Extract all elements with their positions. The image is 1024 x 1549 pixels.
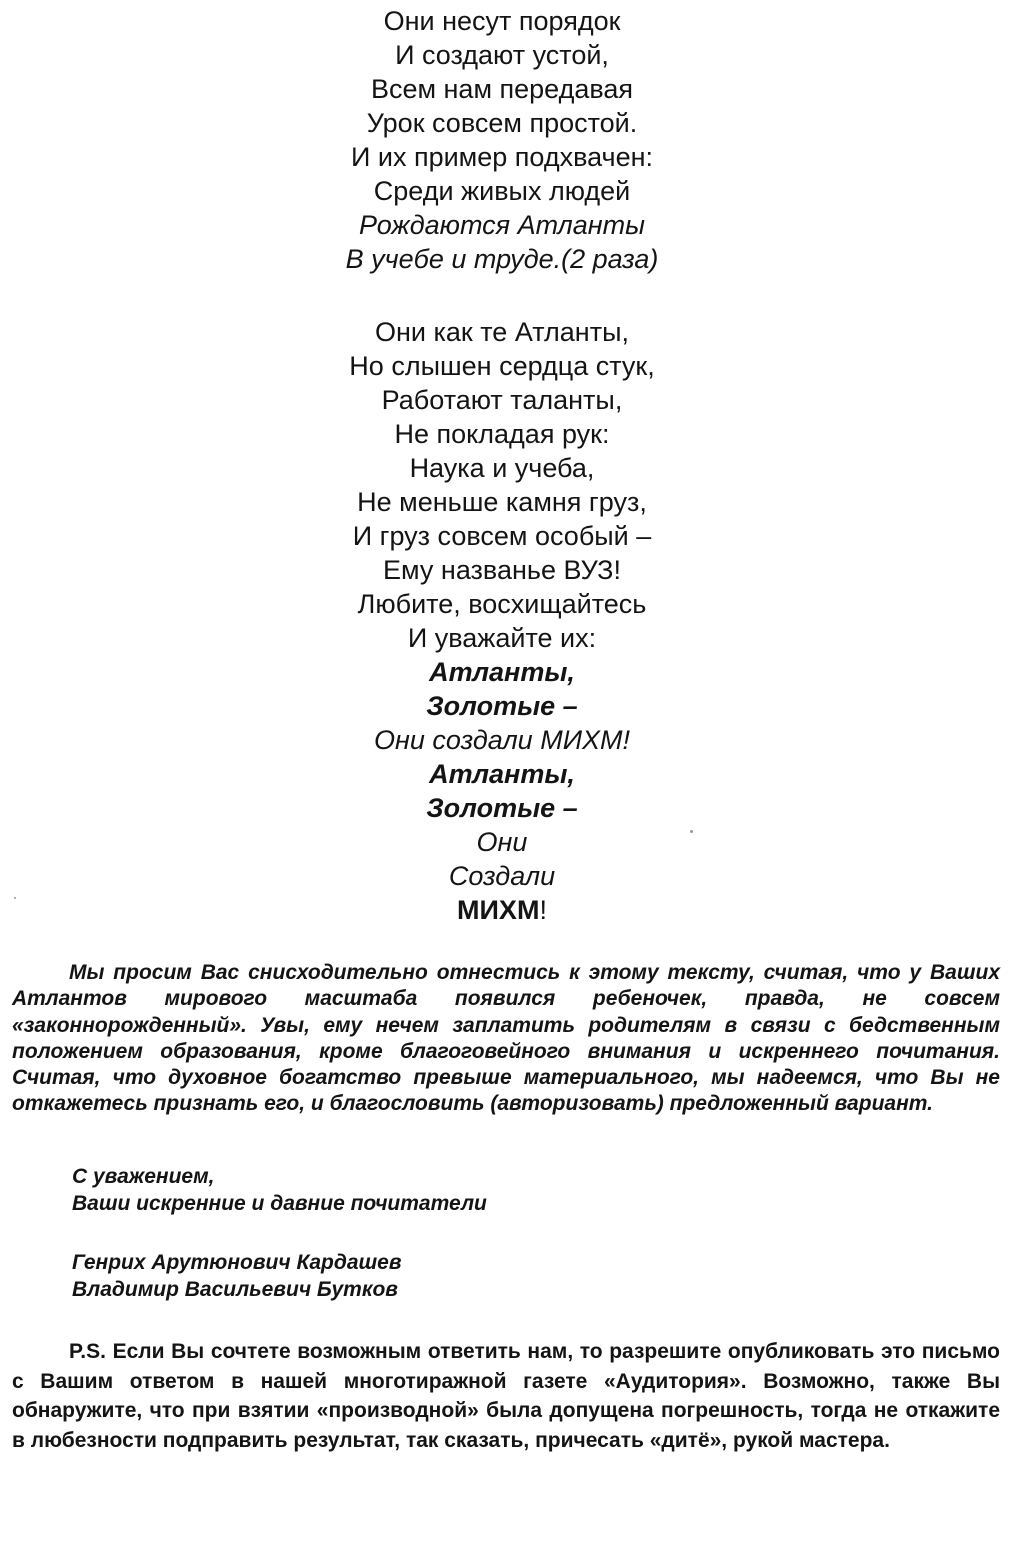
poem-line: Работают таланты, xyxy=(381,385,623,415)
poem-final-mark: ! xyxy=(539,895,547,925)
poem-line-bold-italic: Атланты, xyxy=(429,759,575,789)
letter-signatures xyxy=(72,1250,402,1303)
poem-line-bold-italic: Атланты, xyxy=(429,657,575,687)
scan-speck xyxy=(14,897,16,899)
signer-name: Владимир Васильевич Бутков xyxy=(72,1277,398,1301)
poem-line: И их пример подхвачен: xyxy=(350,142,654,172)
poem-line-italic: Рождаются Атланты xyxy=(359,210,645,240)
signer-name: Генрих Арутюнович Кардашев xyxy=(72,1251,402,1274)
poem-line: И уважайте их: xyxy=(407,623,597,653)
postscript: P.S. Если Вы сочтете возможным ответить нам, то разрешите опубликовать это письмо с Вашим ответом в нашей многотиражной газете «Аудитория». Возможно, также Вы обнаружите, что при взятии «производной» была допущена погрешность, тогда не откажите в любезности подправить результат, так сказать, причесать «дитё», рукой мастера. xyxy=(12,1340,1000,1452)
letter-regards: С уважением, xyxy=(72,1165,215,1188)
poem-final-line xyxy=(0,893,1004,927)
poem-line-italic: Они создали МИХМ! xyxy=(373,725,631,755)
poem-line: И груз совсем особый – xyxy=(352,521,652,551)
poem-line-italic: Они xyxy=(476,827,528,857)
poem-line: Ему названье ВУЗ! xyxy=(383,555,621,585)
poem-line: Но слышен сердца стук, xyxy=(349,351,655,381)
poem-line: Наука и учеба, xyxy=(409,453,595,483)
poem-line: И создают устой, xyxy=(395,40,609,70)
letter-from: Ваши искренние и давние почитатели xyxy=(72,1191,487,1215)
poem-stanza-2 xyxy=(0,315,1004,927)
poem-line: Они как те Атланты, xyxy=(375,317,629,347)
letter-closing xyxy=(72,1164,487,1217)
poem-line: Всем нам передавая xyxy=(370,74,634,104)
poem-line: Не покладая рук: xyxy=(394,419,610,449)
poem-line-italic: Создали xyxy=(448,861,556,891)
poem-stanza-1 xyxy=(0,4,1004,276)
scan-speck xyxy=(690,830,693,833)
poem-line-italic: В учебе и труде.(2 раза) xyxy=(345,244,659,274)
poem-line: Не меньше камня груз, xyxy=(357,487,647,517)
poem-line: Они несут порядок xyxy=(383,6,621,36)
letter-body: Мы просим Вас снисходительно отнестись к этому тексту, считая, что у Ваших Атлантов мирового масштаба появился ребеночек, правда, не совсем «законнорожденный». Увы, ему нечем заплатить родителям в связи с бедственным положением образования, кроме благоговейного внимания и искреннего почитания. Считая, что духовное богатство превыше материального, мы надеемся, что Вы не откажетесь признать его, и благословить (авторизовать) предложенный вариант. xyxy=(12,961,1000,1116)
poem-line-bold-italic: Золотые – xyxy=(426,691,578,721)
poem-line: Любите, восхищайтесь xyxy=(357,589,647,619)
poem-line: Среди живых людей xyxy=(373,176,631,206)
poem-line: Урок совсем простой. xyxy=(366,108,638,138)
poem-line-bold-italic: Золотые – xyxy=(426,793,578,823)
poem-final-word: МИХМ xyxy=(457,895,540,925)
